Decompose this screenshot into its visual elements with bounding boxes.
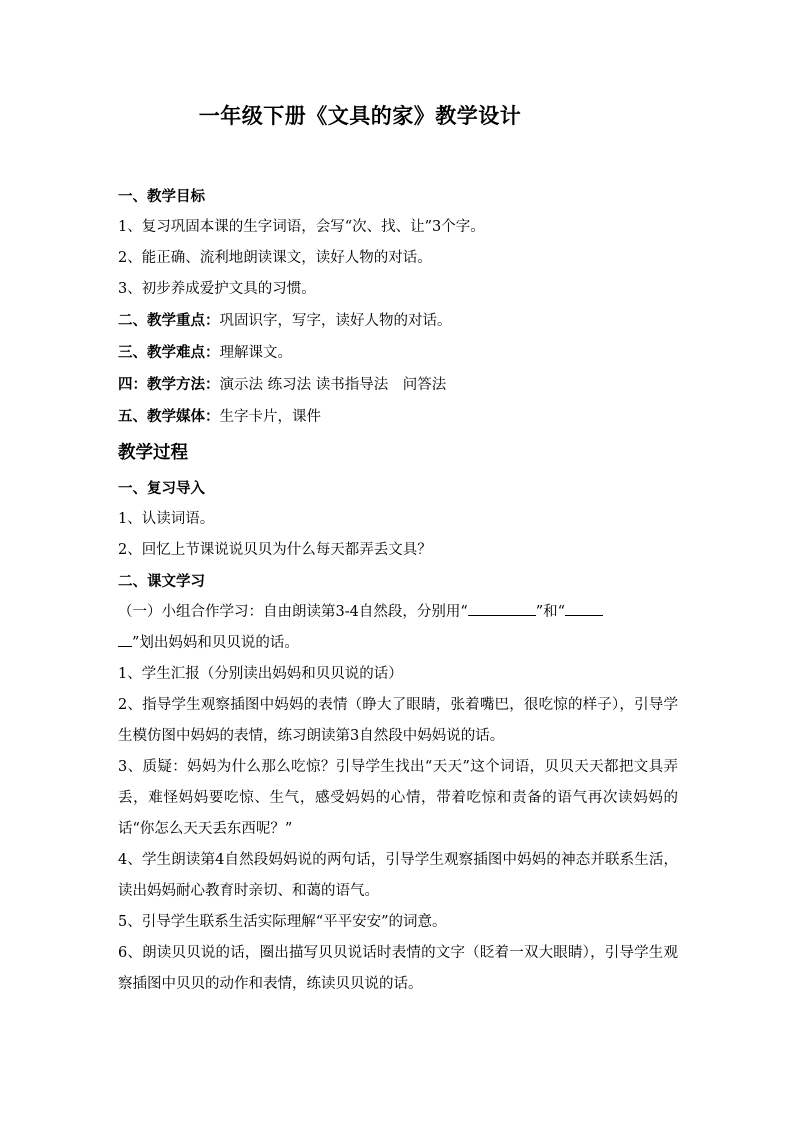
group-study-text-b: ”和“ (535, 604, 566, 620)
methods-label: 四：教学方法： (118, 376, 220, 393)
objectives-heading: 一、教学目标 (118, 188, 205, 205)
part2-heading: 二、课文学习 (118, 573, 205, 590)
key-point (118, 305, 678, 337)
media-label: 五、教学媒体： (118, 408, 220, 425)
part1-item-1: 1、认读词语。 (118, 511, 215, 527)
key-point-label: 二、教学重点： (118, 312, 220, 329)
part1-heading: 一、复习导入 (118, 480, 205, 497)
media-text: 生字卡片，课件 (219, 409, 321, 425)
underline-blank-1 (468, 601, 536, 616)
media (118, 401, 678, 433)
part2-item-2: 2、指导学生观察插图中妈妈的表情（睁大了眼睛，张着嘴巴，很吃惊的样子），引导学生模仿图中妈妈的表情，练习朗读第3自然段中妈妈说的话。 (118, 697, 678, 744)
underline-blank-2 (565, 601, 603, 616)
document-body (118, 181, 678, 1000)
key-point-text: 巩固识字，写字，读好人物的对话。 (219, 313, 452, 329)
document-title: 一年级下册《文具的家》教学设计 (198, 103, 522, 128)
objective-item-2: 2、能正确、流利地朗读课文，读好人物的对话。 (118, 250, 432, 266)
part2-item-1: 1、学生汇报（分别读出妈妈和贝贝说的话） (118, 666, 403, 682)
difficulty-label: 三、教学难点： (118, 344, 220, 361)
part2-item-5: 5、引导学生联系生活实际理解“平平安安”的词意。 (118, 914, 447, 930)
part2-item-3: 3、质疑：妈妈为什么那么吃惊？引导学生找出“天天”这个词语，贝贝天天都把文具弄丢，难怪妈妈要吃惊、生气，感受妈妈的心情，带着吃惊和责备的语气再次读妈妈的话“你怎么天天丢东西呢？” (118, 759, 678, 837)
part2-item-6: 6、朗读贝贝说的话，圈出描写贝贝说话时表情的文字（眨着一双大眼睛），引导学生观察插图中贝贝的动作和表情，练读贝贝说的话。 (118, 945, 678, 992)
part1-item-2: 2、回忆上节课说说贝贝为什么每天都弄丢文具？ (118, 542, 432, 558)
difficulty (118, 337, 678, 369)
objective-item-1: 1、复习巩固本课的生字词语，会写“次、找、让”3个字。 (118, 219, 485, 235)
methods (118, 369, 678, 401)
process-heading: 教学过程 (118, 443, 188, 463)
methods-text: 演示法 练习法 读书指导法 问答法 (219, 377, 447, 393)
objective-item-3: 3、初步养成爱护文具的习惯。 (118, 281, 316, 297)
group-study-paragraph (118, 597, 678, 659)
underline-blank-2-continued (118, 632, 132, 647)
part2-item-4: 4、学生朗读第4自然段妈妈说的两句话，引导学生观察插图中妈妈的神态并联系生活，读出妈妈耐心教育时亲切、和蔼的语气。 (118, 852, 678, 899)
difficulty-text: 理解课文。 (219, 345, 292, 361)
group-study-text-c: ”划出妈妈和贝贝说的话。 (132, 635, 299, 651)
group-study-text-a: （一）小组合作学习：自由朗读第3-4自然段，分别用“ (118, 604, 468, 620)
